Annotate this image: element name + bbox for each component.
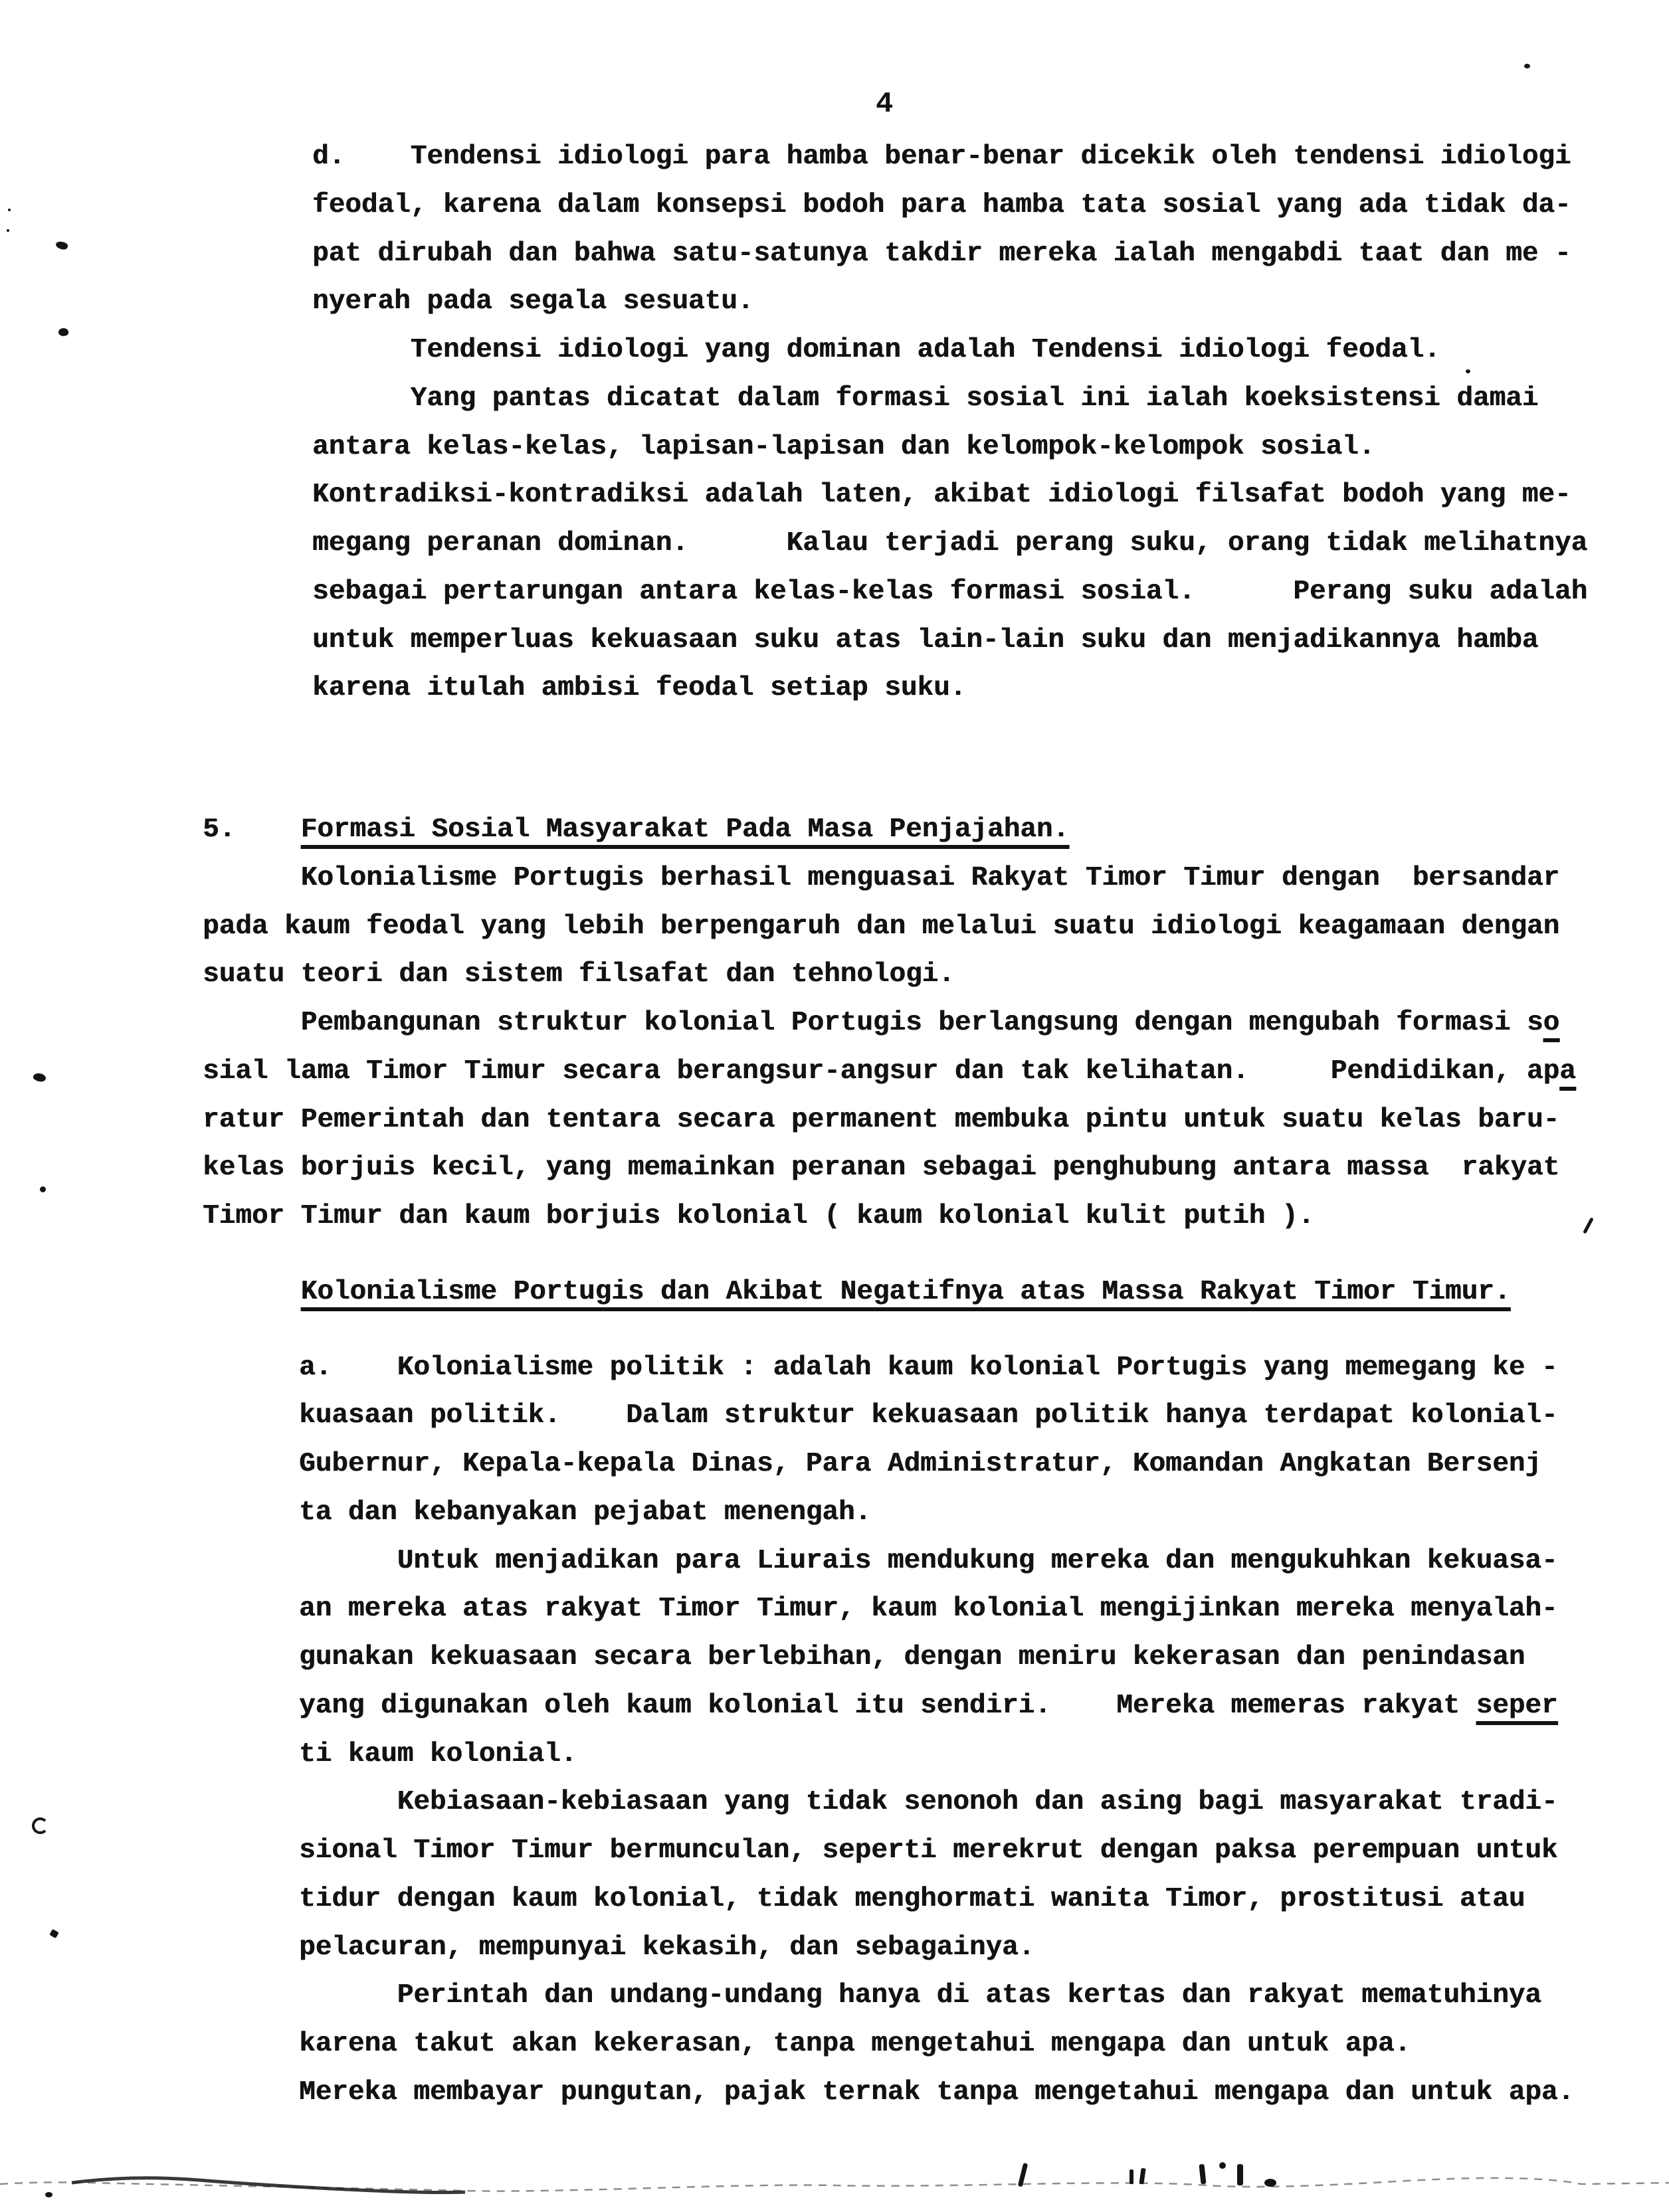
text-line: ratur Pemerintah dan tentara secara permanent membuka pintu untuk suatu kelas baru- (203, 1104, 1560, 1135)
page-body (0, 133, 1669, 2117)
text-line: Mereka membayar pungutan, pajak ternak tanpa mengetahui mengapa dan untuk apa. (299, 2076, 1575, 2108)
page-number: 4 (876, 88, 894, 121)
paragraph-kebiasaan (299, 1778, 1669, 1972)
paragraph-item-a (299, 1344, 1669, 1537)
scan-artifact-line (0, 2152, 1669, 2212)
ink-speck (7, 229, 9, 232)
ink-speck (40, 1186, 46, 1192)
text-line: gunakan kekuasaan secara berlebihan, dengan meniru kekerasan dan penindasan (299, 1642, 1525, 1673)
text-line: Pembangunan struktur kolonial Portugis berlangsung dengan mengubah formasi so (203, 1008, 1560, 1038)
text-line: untuk memperluas kekuasaan suku atas lain-lain suku dan menjadikannya hamba (312, 624, 1539, 656)
text-line: d. Tendensi idiologi para hamba benar-benar dicekik oleh tendensi idiologi (312, 141, 1571, 172)
text-line: tidur dengan kaum kolonial, tidak menghormati wanita Timor, prostitusi atau (299, 1883, 1525, 1914)
text-line: a. Kolonialisme politik : adalah kaum kolonial Portugis yang memegang ke - (299, 1352, 1558, 1383)
text-line: Gubernur, Kepala-kepala Dinas, Para Administratur, Komandan Angkatan Bersenj (299, 1449, 1541, 1479)
text-line: Untuk menjadikan para Liurais mendukung mereka dan mengukuhkan kekuasa- (299, 1545, 1558, 1576)
paragraph-kolonialisme-berhasil (203, 854, 1669, 999)
text-line: Perintah dan undang-undang hanya di atas kertas dan rakyat mematuhinya (299, 1980, 1541, 2011)
text-line: 5. Formasi Sosial Masyarakat Pada Masa Penjajahan. (203, 814, 1070, 845)
paragraph-item-d (312, 133, 1669, 326)
text-line: megang peranan dominan. Kalau terjadi perang suku, orang tidak melihatnya (312, 528, 1588, 559)
text-line: Kontradiksi-kontradiksi adalah laten, akibat idiologi filsafat bodoh yang me- (312, 480, 1571, 511)
subheading-kolonialisme-akibat (203, 1268, 1669, 1317)
ink-speck (1524, 64, 1530, 68)
text-line: sial lama Timor Timur secara berangsur-angsur dan tak kelihatan. Pendidikan, apa (203, 1056, 1576, 1087)
text-line: an mereka atas rakyat Timor Timur, kaum kolonial mengijinkan mereka menyalah- (299, 1594, 1558, 1625)
text-line: Kolonialisme Portugis berhasil menguasai Rakyat Timor Timur dengan bersandar (203, 862, 1560, 893)
ink-speck (1466, 369, 1470, 373)
text-line: nyerah pada segala sesuatu. (312, 286, 754, 318)
paragraph-pembangunan-struktur (203, 999, 1669, 1241)
text-line: Kebiasaan-kebiasaan yang tidak senonoh dan asing bagi masyarakat tradi- (299, 1787, 1558, 1818)
text-line: Timor Timur dan kaum borjuis kolonial ( kaum kolonial kulit putih ). (203, 1201, 1315, 1232)
paragraph-tendensi-dominan (312, 326, 1669, 375)
text-line: sebagai pertarungan antara kelas-kelas formasi sosial. Perang suku adalah (312, 576, 1588, 607)
text-line: pelacuran, mempunyai kekasih, dan sebagainya. (299, 1932, 1035, 1963)
text-line: Kolonialisme Portugis dan Akibat Negatifnya atas Massa Rakyat Timor Timur. (300, 1276, 1511, 1307)
text-line: pada kaum feodal yang lebih berpengaruh dan melalui suatu idiologi keagamaan dengan (203, 911, 1560, 942)
text-line: pat dirubah dan bahwa satu-satunya takdir mereka ialah mengabdi taat dan me - (312, 238, 1571, 269)
text-line: karena takut akan kekerasan, tanpa mengetahui mengapa dan untuk apa. (299, 2029, 1411, 2059)
text-line: feodal, karena dalam konsepsi bodoh para hamba tata sosial yang ada tidak da- (312, 189, 1571, 221)
text-line: yang digunakan oleh kaum kolonial itu sendiri. Mereka memeras rakyat seper (299, 1690, 1558, 1721)
paragraph-untuk-menjadikan (299, 1537, 1669, 1779)
text-line: Tendensi idiologi yang dominan adalah Tendensi idiologi feodal. (312, 335, 1440, 365)
section-5-heading (203, 806, 1669, 854)
text-line: kelas borjuis kecil, yang memainkan peranan sebagai penghubung antara massa rakyat (203, 1152, 1560, 1184)
text-line: suatu teori dan sistem filsafat dan tehnologi. (203, 959, 955, 990)
text-line: ti kaum kolonial. (299, 1738, 577, 1770)
text-line: kuasaan politik. Dalam struktur kekuasaan politik hanya terdapat kolonial- (299, 1400, 1558, 1431)
paragraph-perintah-undang (299, 1972, 1669, 2116)
ink-speck (32, 1817, 49, 1834)
ink-speck (8, 209, 11, 211)
text-line: Yang pantas dicatat dalam formasi sosial ini ialah koeksistensi damai (312, 383, 1539, 414)
text-line: ta dan kebanyakan pejabat menengah. (299, 1497, 872, 1528)
paragraph-yang-pantas (312, 375, 1669, 713)
text-line: sional Timor Timur bermunculan, seperti merekrut dengan paksa perempuan untuk (299, 1835, 1558, 1866)
text-line: karena itulah ambisi feodal setiap suku. (312, 673, 967, 704)
text-line: antara kelas-kelas, lapisan-lapisan dan kelompok-kelompok sosial. (312, 431, 1375, 462)
